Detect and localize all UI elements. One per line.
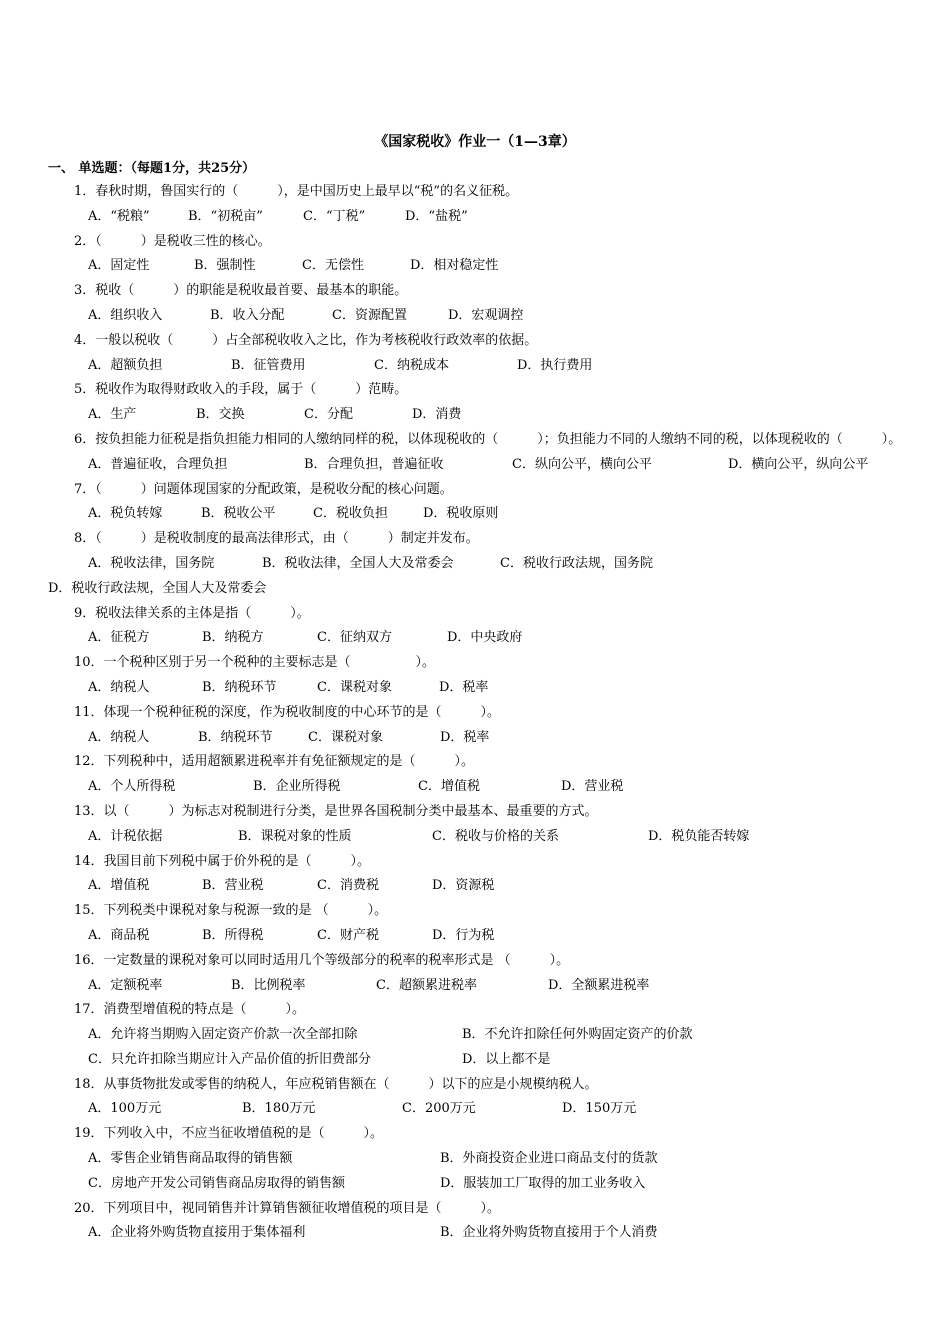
question-stem: 15．下列税类中课税对象与税源一致的是 （ ）。	[74, 903, 388, 919]
question-stem: 14．我国目前下列税中属于价外税的是（ ）。	[74, 853, 371, 869]
option: B．纳税环节	[202, 679, 277, 695]
option: B．纳税方	[202, 630, 264, 646]
question-stem: 12．下列税种中，适用超额累进税率并有免征额规定的是（ ）。	[74, 754, 475, 770]
option: B．“初税亩”	[188, 208, 263, 224]
question-list	[0, 180, 950, 1246]
question-options	[0, 205, 950, 230]
option: A．“税粮”	[88, 208, 150, 224]
question-stem: 7．（ ）问题体现国家的分配政策，是税收分配的核心问题。	[74, 481, 453, 497]
section-heading: 一、 单选题：（每题1分，共25分）	[48, 161, 256, 176]
question-stem: 8．（ ）是税收制度的最高法律形式，由（ ）制定并发布。	[74, 531, 479, 547]
question-stem: 10．一个税种区别于另一个税种的主要标志是（ ）。	[74, 655, 436, 671]
option: C．只允许扣除当期应计入产品价值的折旧费部分	[88, 1051, 371, 1067]
question-options	[0, 874, 950, 899]
option: D．执行费用	[517, 357, 593, 373]
option: D．中央政府	[447, 630, 523, 646]
option: A．普遍征收，合理负担	[88, 456, 228, 472]
question-options	[0, 676, 950, 701]
option: A．税负转嫁	[88, 506, 163, 522]
option: A．允许将当期购入固定资产价款一次全部扣除	[88, 1027, 358, 1043]
question-options	[0, 974, 950, 999]
option: B．合理负担，普遍征收	[304, 456, 444, 472]
option: D．营业税	[561, 779, 624, 795]
option: B．交换	[196, 407, 245, 423]
question-options	[0, 1097, 950, 1122]
option: C．200万元	[402, 1101, 476, 1117]
option: D．宏观调控	[448, 307, 524, 323]
option: B．外商投资企业进口商品支付的货款	[440, 1151, 658, 1167]
question-stem: 5．税收作为取得财政收入的手段，属于（ ）范畴。	[74, 382, 408, 398]
option: A．税收法律，国务院	[88, 555, 215, 571]
option: D．税率	[440, 729, 490, 745]
question-stem: 9．税收法律关系的主体是指（ ）。	[74, 605, 310, 621]
question-options	[0, 1048, 950, 1073]
option: C．课税对象	[317, 679, 392, 695]
option: D．资源税	[432, 878, 495, 894]
question-stem: 16．一定数量的课税对象可以同时适用几个等级部分的税率的税率形式是 （ ）。	[74, 952, 570, 968]
question-options	[0, 502, 950, 527]
option: A．零售企业销售商品取得的销售额	[88, 1151, 293, 1167]
option: D．税率	[439, 679, 489, 695]
question-options	[0, 304, 950, 329]
question-stem: 17．消费型增值税的特点是（ ）。	[74, 1002, 306, 1018]
question-options	[0, 924, 950, 949]
option: C．税收行政法规，国务院	[500, 555, 653, 571]
question-options	[0, 403, 950, 428]
question-options	[0, 726, 950, 751]
option: C．超额累进税率	[376, 977, 477, 993]
option: C．税收与价格的关系	[432, 828, 559, 844]
option: A．组织收入	[88, 307, 163, 323]
question-stem: 2．（ ）是税收三性的核心。	[74, 233, 271, 249]
option: A．纳税人	[88, 729, 150, 745]
option: B．比例税率	[231, 977, 306, 993]
option: D．服装加工厂取得的加工业务收入	[440, 1175, 646, 1191]
question-options	[0, 1147, 950, 1172]
option: A．企业将外购货物直接用于集体福利	[88, 1225, 306, 1241]
option: C．财产税	[317, 927, 379, 943]
option: B．企业将外购货物直接用于个人消费	[440, 1225, 658, 1241]
option: A．增值税	[88, 878, 150, 894]
option: D．以上都不是	[462, 1051, 551, 1067]
question-options	[0, 825, 950, 850]
question-stem: 11．体现一个税种征税的深度，作为税收制度的中心环节的是（ ）。	[74, 704, 501, 720]
option: C．资源配置	[332, 307, 407, 323]
option: A．100万元	[88, 1101, 162, 1117]
option: B．企业所得税	[253, 779, 341, 795]
option: B．税收法律，全国人大及常委会	[262, 555, 454, 571]
option: A．个人所得税	[88, 779, 176, 795]
option: C．分配	[304, 407, 353, 423]
question-stem: 1．春秋时期，鲁国实行的（ ），是中国历史上最早以“税”的名义征税。	[74, 184, 519, 199]
option: C．“丁税”	[303, 208, 366, 224]
option: B．不允许扣除任何外购固定资产的价款	[462, 1027, 693, 1043]
option: D．全额累进税率	[548, 977, 650, 993]
option: A．商品税	[88, 927, 150, 943]
option: D．消费	[412, 407, 462, 423]
option: A．纳税人	[88, 679, 150, 695]
option: D．“盐税”	[405, 208, 468, 224]
option: A．定额税率	[88, 977, 163, 993]
option: C．消费税	[317, 878, 379, 894]
option: A．生产	[88, 407, 137, 423]
option: B．征管费用	[231, 357, 306, 373]
question-stem: 3．税收（ ）的职能是税收最首要、最基本的职能。	[74, 283, 408, 299]
option: B．纳税环节	[198, 729, 273, 745]
option: B．课税对象的性质	[238, 828, 352, 844]
option: A．固定性	[88, 258, 150, 274]
question-options	[0, 354, 950, 379]
option: B．所得税	[202, 927, 264, 943]
option: D．横向公平，纵向公平	[728, 456, 869, 472]
question-options	[0, 1221, 950, 1246]
option: C．税收负担	[313, 506, 388, 522]
option: C．房地产开发公司销售商品房取得的销售额	[88, 1175, 345, 1191]
option: C．增值税	[418, 779, 480, 795]
question-options	[0, 1172, 950, 1197]
option: A．征税方	[88, 630, 150, 646]
question-stem: 19．下列收入中，不应当征收增值税的是（ ）。	[74, 1126, 384, 1142]
option: C．纵向公平，横向公平	[512, 456, 652, 472]
option: D．相对稳定性	[410, 258, 499, 274]
option: B．强制性	[194, 258, 256, 274]
option: D．税收行政法规，全国人大及常委会	[48, 580, 267, 596]
option: B．收入分配	[210, 307, 285, 323]
option: B．180万元	[242, 1101, 316, 1117]
option: C．纳税成本	[374, 357, 449, 373]
question-options	[0, 775, 950, 800]
option: A．计税依据	[88, 828, 163, 844]
option: C．课税对象	[308, 729, 383, 745]
option: D．行为税	[432, 927, 495, 943]
question-options	[0, 254, 950, 279]
option: C．征纳双方	[317, 630, 392, 646]
question-options	[0, 1023, 950, 1048]
question-stem: 6．按负担能力征税是指负担能力相同的人缴纳同样的税，以体现税收的（ ）；负担能力不同的人缴纳不同的税，以体现税收的（ ）。	[74, 431, 902, 447]
question-options	[0, 552, 950, 602]
option: D．150万元	[562, 1101, 637, 1117]
option: A．超额负担	[88, 357, 163, 373]
question-stem: 4．一般以税收（ ）占全部税收收入之比，作为考核税收行政效率的依据。	[74, 332, 538, 348]
question-stem: 18．从事货物批发或零售的纳税人，年应税销售额在（ ）以下的应是小规模纳税人。	[74, 1076, 598, 1092]
question-options	[0, 453, 950, 478]
question-stem: 13．以（ ）为标志对税制进行分类，是世界各国税制分类中最基本、最重要的方式。	[74, 803, 598, 819]
option: B．税收公平	[201, 506, 276, 522]
document-title: 《国家税收》作业一（1—3章）	[374, 134, 576, 150]
option: B．营业税	[202, 878, 264, 894]
option: D．税负能否转嫁	[648, 828, 750, 844]
question-options	[0, 626, 950, 651]
question-stem: 20．下列项目中，视同销售并计算销售额征收增值税的项目是（ ）。	[74, 1200, 501, 1216]
option: D．税收原则	[423, 506, 499, 522]
option: C．无偿性	[302, 258, 364, 274]
